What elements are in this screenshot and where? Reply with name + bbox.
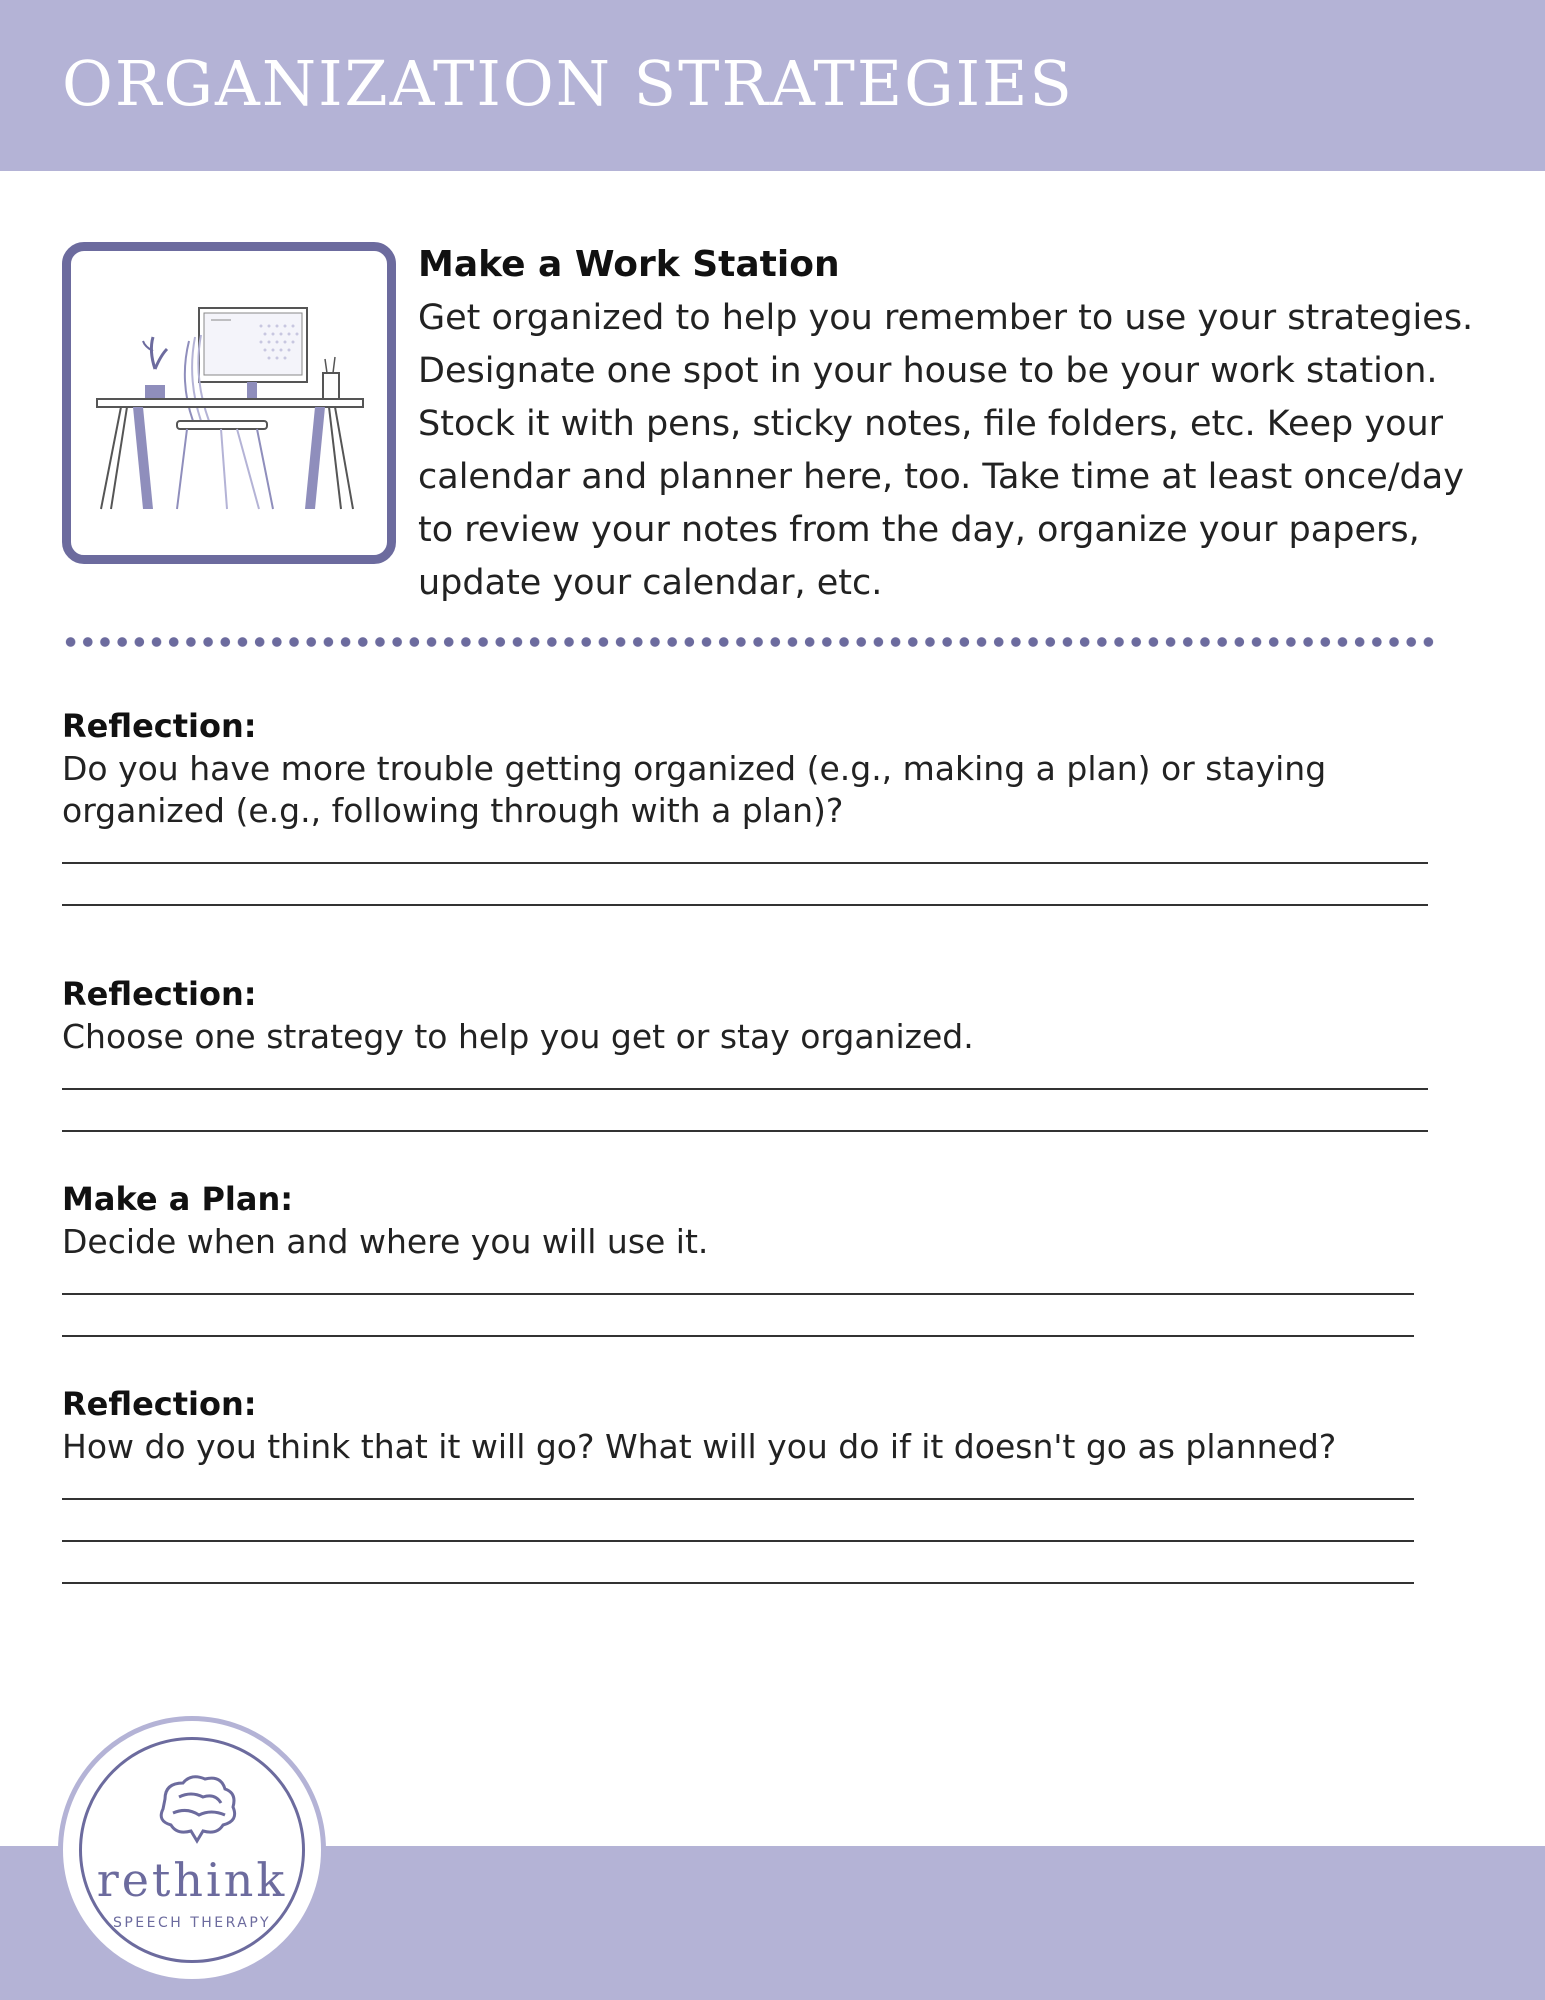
section-prompt: Decide when and where you will use it. bbox=[62, 1222, 709, 1261]
section-title: Reflection: bbox=[62, 975, 257, 1013]
rethink-logo bbox=[58, 1716, 326, 1984]
answer-line[interactable] bbox=[62, 1540, 1414, 1542]
section-prompt: Do you have more trouble getting organized (e.g., making a plan) or staying organized (e.g., following through with a plan)? bbox=[62, 749, 1327, 830]
reflection-section-2 bbox=[62, 972, 1452, 1132]
intro-body: Get organized to help you remember to use your strategies. Designate one spot in your house to be your work station. Stock it with pens, sticky notes, file folders, etc. Keep your calendar and planner here, too. Take time at least once/day to review your notes from the day, organize your papers, update your calendar, etc. bbox=[418, 298, 1474, 603]
answer-line[interactable] bbox=[62, 862, 1428, 864]
answer-line[interactable] bbox=[62, 1498, 1414, 1500]
section-title: Make a Plan: bbox=[62, 1180, 294, 1218]
answer-line[interactable] bbox=[62, 1130, 1428, 1132]
answer-line[interactable] bbox=[62, 1293, 1414, 1295]
header-banner bbox=[0, 0, 1545, 171]
intro-title: Make a Work Station bbox=[418, 244, 840, 285]
dotted-divider bbox=[62, 636, 1440, 648]
make-a-plan-section bbox=[62, 1177, 1452, 1337]
logo-wordmark: rethink bbox=[96, 1853, 288, 1907]
page-title: ORGANIZATION STRATEGIES bbox=[62, 47, 1074, 120]
answer-line[interactable] bbox=[62, 904, 1428, 906]
answer-line[interactable] bbox=[62, 1582, 1414, 1584]
section-prompt: Choose one strategy to help you get or stay organized. bbox=[62, 1017, 974, 1056]
desk-workstation-icon bbox=[71, 251, 387, 555]
section-prompt: How do you think that it will go? What will you do if it doesn't go as planned? bbox=[62, 1427, 1337, 1466]
reflection-section-3 bbox=[62, 1382, 1452, 1584]
section-title: Reflection: bbox=[62, 1385, 257, 1423]
reflection-section-1 bbox=[62, 704, 1452, 906]
intro-block bbox=[418, 238, 1498, 610]
logo-tagline: SPEECH THERAPY bbox=[112, 1915, 272, 1931]
section-title: Reflection: bbox=[62, 707, 257, 745]
answer-line[interactable] bbox=[62, 1335, 1414, 1337]
logo-ring bbox=[79, 1737, 305, 1963]
answer-line[interactable] bbox=[62, 1088, 1428, 1090]
workstation-illustration-frame bbox=[62, 242, 396, 564]
